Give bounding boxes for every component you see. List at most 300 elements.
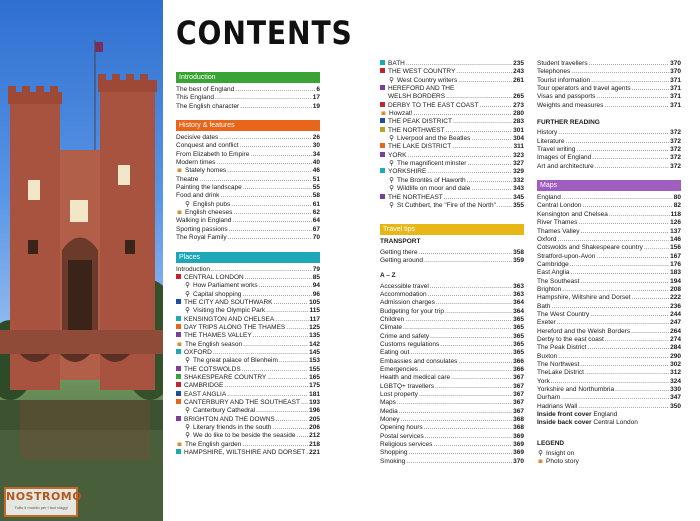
toc-entry bbox=[537, 138, 681, 146]
toc-entry-label: St Cuthbert, the "Fire of the North" bbox=[397, 201, 496, 209]
toc-entry bbox=[176, 266, 320, 274]
toc-entry-label: Bath bbox=[537, 302, 551, 310]
leader-dots bbox=[406, 458, 512, 466]
toc-entry-label: Canterbury Cathedral bbox=[193, 407, 256, 415]
leader-dots bbox=[592, 154, 669, 162]
toc-entry bbox=[380, 391, 524, 399]
toc-entry-page: 370 bbox=[513, 457, 524, 465]
publisher-logo bbox=[4, 487, 83, 517]
leader-dots bbox=[306, 449, 308, 457]
toc-entry bbox=[380, 308, 524, 316]
leader-dots bbox=[286, 324, 308, 332]
toc-entry-label: West Country writers bbox=[397, 76, 458, 84]
toc-entry-label: Introduction bbox=[176, 265, 210, 273]
toc-entry bbox=[176, 167, 320, 175]
leader-dots bbox=[242, 366, 308, 374]
toc-entry-page: 146 bbox=[670, 235, 681, 243]
toc-entry-label: CENTRAL LONDON bbox=[184, 273, 244, 281]
leader-dots bbox=[588, 344, 670, 352]
toc-entry-page: 196 bbox=[309, 407, 320, 415]
toc-entry-label: Decisive dates bbox=[176, 134, 219, 142]
toc-entry bbox=[537, 244, 681, 252]
legend-photo-label: Photo story bbox=[546, 458, 579, 466]
toc-entry bbox=[176, 407, 320, 415]
toc-entry-label: SHAKESPEARE COUNTRY bbox=[184, 373, 267, 381]
toc-entry-label: Religious services bbox=[380, 441, 433, 449]
toc-entry-label: LGBTQ+ travellers bbox=[380, 382, 435, 390]
toc-entry-page: 222 bbox=[670, 294, 681, 302]
toc-entry bbox=[176, 234, 320, 242]
toc-entry bbox=[176, 201, 320, 209]
toc-entry-page: 368 bbox=[513, 416, 524, 424]
toc-entry-label: Visas and passports bbox=[537, 93, 596, 101]
toc-entry-label: HEREFORD AND THE bbox=[388, 85, 455, 93]
toc-entry-label: Food and drink bbox=[176, 192, 220, 200]
leader-dots bbox=[267, 374, 308, 382]
leader-dots bbox=[479, 102, 512, 110]
toc-entry-label: Getting around bbox=[380, 256, 424, 264]
toc-entry-page: 221 bbox=[309, 449, 320, 457]
toc-entry-page: 96 bbox=[312, 290, 320, 298]
toc-entry bbox=[537, 93, 681, 101]
toc-entry bbox=[537, 336, 681, 344]
leader-dots bbox=[551, 378, 669, 386]
toc-entry-label: Conquest and conflict bbox=[176, 142, 239, 150]
toc-entry-page: 236 bbox=[670, 302, 681, 310]
toc-entry-page: 30 bbox=[312, 142, 320, 150]
toc-entry-page: 206 bbox=[309, 424, 320, 432]
leader-dots bbox=[467, 177, 512, 185]
contents-column-1 bbox=[176, 72, 320, 466]
leader-dots bbox=[453, 118, 512, 126]
leader-dots bbox=[405, 316, 512, 324]
toc-entry-page: 302 bbox=[670, 361, 681, 368]
toc-entry bbox=[176, 366, 320, 374]
toc-entry-label: Stately homes bbox=[185, 167, 227, 175]
toc-entry bbox=[537, 286, 681, 294]
toc-entry bbox=[176, 103, 320, 111]
magnifier-icon: ⚲ bbox=[389, 135, 394, 143]
toc-entry-page: 274 bbox=[670, 335, 681, 343]
leader-dots bbox=[242, 291, 311, 299]
toc-entry bbox=[380, 168, 524, 176]
toc-entry bbox=[537, 278, 681, 286]
toc-entry bbox=[176, 151, 320, 159]
region-color-marker bbox=[176, 274, 181, 279]
toc-entry-label: Embassies and consulates bbox=[380, 357, 458, 365]
leader-dots bbox=[233, 209, 311, 217]
toc-entry bbox=[380, 316, 524, 324]
leader-dots bbox=[565, 138, 669, 146]
toc-entry-label: Buxton bbox=[537, 352, 558, 360]
toc-entry-label: Capital shopping bbox=[193, 290, 242, 298]
leader-dots bbox=[632, 294, 670, 302]
toc-entry-page: 365 bbox=[513, 324, 524, 332]
toc-entry-page: 64 bbox=[312, 217, 320, 225]
leader-dots bbox=[582, 202, 672, 210]
toc-entry-page: 371 bbox=[670, 76, 681, 84]
toc-entry bbox=[380, 85, 524, 93]
toc-entry-label: The Peak District bbox=[537, 344, 587, 352]
toc-entry bbox=[176, 341, 320, 349]
region-color-marker bbox=[176, 416, 181, 421]
toc-entry-page: 372 bbox=[670, 146, 681, 154]
toc-entry-label: CAMBRIDGE bbox=[184, 382, 224, 390]
toc-entry bbox=[537, 403, 681, 411]
toc-entry-page: 46 bbox=[312, 167, 320, 175]
toc-entry bbox=[380, 433, 524, 441]
region-color-marker bbox=[380, 60, 385, 65]
toc-entry bbox=[380, 93, 524, 101]
toc-entry bbox=[380, 135, 524, 143]
toc-entry-page: 58 bbox=[312, 192, 320, 200]
toc-entry-page: 79 bbox=[312, 265, 320, 273]
toc-entry bbox=[380, 366, 524, 374]
toc-entry bbox=[176, 159, 320, 167]
toc-entry-label: Shopping bbox=[380, 449, 408, 457]
toc-entry-page: 366 bbox=[513, 366, 524, 373]
leader-dots bbox=[576, 146, 669, 154]
toc-entry-label: Cotswolds and Shakespeare country bbox=[537, 244, 643, 252]
toc-entry bbox=[380, 358, 524, 366]
leader-dots bbox=[570, 261, 669, 269]
toc-entry-label: The Brontës of Haworth bbox=[397, 176, 466, 184]
toc-entry-page: 94 bbox=[312, 282, 320, 290]
toc-entry-page: 330 bbox=[670, 386, 681, 394]
toc-entry-label: York bbox=[537, 377, 550, 385]
leader-dots bbox=[215, 94, 312, 102]
toc-entry-page: 183 bbox=[670, 269, 681, 277]
toc-entry bbox=[380, 202, 524, 210]
leader-dots bbox=[259, 282, 312, 290]
toc-entry-page: 343 bbox=[513, 185, 524, 193]
leader-dots bbox=[213, 349, 308, 357]
toc-entry-page: 62 bbox=[312, 209, 320, 217]
leader-dots bbox=[227, 391, 308, 399]
toc-entry-page: 370 bbox=[670, 68, 681, 76]
toc-entry-label: The Southeast bbox=[537, 277, 580, 285]
leader-dots bbox=[580, 278, 669, 286]
inside-front-value: England bbox=[593, 411, 618, 419]
toc-entry-label: The English season bbox=[185, 340, 243, 348]
toc-entry-page: 265 bbox=[513, 93, 524, 101]
magnifier-icon: ⚲ bbox=[389, 160, 394, 168]
toc-entry bbox=[380, 60, 524, 68]
leader-dots bbox=[452, 143, 512, 151]
toc-entry bbox=[176, 176, 320, 184]
toc-entry bbox=[537, 361, 681, 369]
toc-entry-label: THE LAKE DISTRICT bbox=[388, 143, 452, 151]
toc-entry-page: 137 bbox=[670, 227, 681, 235]
leader-dots bbox=[406, 60, 512, 68]
magnifier-icon: ⚲ bbox=[538, 450, 543, 458]
leader-dots bbox=[273, 299, 308, 307]
leader-dots bbox=[425, 433, 512, 441]
legend-insight-label: Insight on bbox=[546, 450, 575, 458]
toc-entry-page: 290 bbox=[670, 352, 681, 360]
toc-entry-page: 243 bbox=[513, 68, 524, 76]
leader-dots bbox=[615, 386, 669, 394]
toc-entry-page: 368 bbox=[513, 424, 524, 432]
toc-entry bbox=[537, 369, 681, 377]
leader-dots bbox=[558, 129, 669, 137]
toc-entry bbox=[537, 253, 681, 261]
toc-entry bbox=[380, 424, 524, 432]
leader-dots bbox=[235, 86, 315, 94]
region-color-marker bbox=[176, 299, 181, 304]
toc-entry-page: 261 bbox=[513, 76, 524, 84]
leader-dots bbox=[250, 151, 311, 159]
toc-entry-page: 280 bbox=[513, 110, 524, 118]
toc-entry-page: 115 bbox=[309, 307, 320, 315]
toc-entry-page: 369 bbox=[513, 432, 524, 440]
places-section bbox=[176, 252, 320, 458]
camera-icon: ◙ bbox=[177, 440, 182, 448]
leader-dots bbox=[551, 303, 669, 311]
toc-entry-label: Getting there bbox=[380, 248, 418, 256]
toc-entry bbox=[380, 291, 524, 299]
camera-icon: ◙ bbox=[177, 340, 182, 348]
toc-entry bbox=[380, 383, 524, 391]
toc-entry-label: OXFORD bbox=[184, 348, 212, 356]
leader-dots bbox=[632, 85, 670, 93]
leader-dots bbox=[407, 152, 512, 160]
toc-entry-label: Postal services bbox=[380, 432, 424, 440]
region-color-marker bbox=[380, 85, 385, 90]
magnifier-icon: ⚲ bbox=[185, 432, 190, 440]
toc-entry-page: 82 bbox=[673, 202, 681, 210]
region-color-marker bbox=[176, 349, 181, 354]
region-color-marker bbox=[176, 324, 181, 329]
leader-dots bbox=[220, 192, 311, 200]
toc-entry-page: 165 bbox=[309, 373, 320, 381]
toc-entry bbox=[380, 118, 524, 126]
toc-entry-label: CANTERBURY AND THE SOUTHEAST bbox=[184, 399, 300, 406]
toc-entry-page: 371 bbox=[670, 85, 681, 93]
az-continued bbox=[537, 60, 681, 110]
toc-entry-label: Opening hours bbox=[380, 424, 423, 432]
leader-dots bbox=[440, 341, 512, 349]
leader-dots bbox=[562, 194, 673, 202]
toc-entry-page: 67 bbox=[312, 225, 320, 233]
toc-entry-label: England bbox=[537, 194, 561, 202]
toc-entry-page: 363 bbox=[513, 282, 524, 290]
magnifier-icon: ⚲ bbox=[185, 290, 190, 298]
leader-dots bbox=[245, 274, 312, 282]
leader-dots bbox=[272, 424, 308, 432]
maps-heading: Maps bbox=[537, 180, 681, 191]
toc-entry-page: 323 bbox=[513, 151, 524, 159]
magnifier-icon: ⚲ bbox=[389, 201, 394, 209]
leader-dots bbox=[256, 407, 308, 415]
toc-entry bbox=[537, 328, 681, 336]
toc-entry bbox=[380, 283, 524, 291]
toc-entry-page: 284 bbox=[670, 344, 681, 352]
toc-entry-label: Student travellers bbox=[537, 60, 588, 67]
toc-entry-label: Painting the landscape bbox=[176, 184, 242, 192]
inside-front-label: Inside front cover bbox=[537, 411, 592, 419]
toc-entry-page: 264 bbox=[670, 327, 681, 335]
toc-entry-label: The English character bbox=[176, 102, 240, 110]
leader-dots bbox=[276, 416, 308, 424]
toc-entry bbox=[176, 324, 320, 332]
leader-dots bbox=[591, 77, 669, 85]
toc-entry bbox=[176, 382, 320, 390]
toc-entry-page: 80 bbox=[673, 194, 681, 202]
toc-entry-page: 367 bbox=[513, 382, 524, 390]
toc-entry-label: Liverpool and the Beatles bbox=[397, 135, 471, 143]
toc-entry-label: Children bbox=[380, 315, 405, 323]
toc-entry bbox=[537, 319, 681, 327]
toc-entry bbox=[176, 226, 320, 234]
toc-entry-label: Images of England bbox=[537, 154, 592, 162]
transport-heading: TRANSPORT bbox=[380, 238, 421, 246]
travel-tips-heading: Travel tips bbox=[380, 224, 524, 235]
leader-dots bbox=[297, 432, 309, 440]
toc-entry-page: 347 bbox=[670, 394, 681, 402]
toc-entry bbox=[380, 77, 524, 85]
leader-dots bbox=[419, 391, 512, 399]
region-color-marker bbox=[176, 332, 181, 337]
toc-entry-label: Telephones bbox=[537, 68, 571, 76]
inside-front-cover bbox=[537, 411, 681, 419]
toc-entry-page: 364 bbox=[513, 299, 524, 307]
toc-entry bbox=[537, 378, 681, 386]
region-color-marker bbox=[380, 194, 385, 199]
toc-entry-label: WELSH BORDERS bbox=[388, 93, 446, 101]
toc-entry bbox=[380, 458, 524, 466]
introduction-heading: Introduction bbox=[176, 72, 320, 83]
magnifier-icon: ⚲ bbox=[185, 200, 190, 208]
toc-entry-label: Customs regulations bbox=[380, 340, 440, 348]
toc-entry-page: 212 bbox=[309, 432, 320, 440]
leader-dots bbox=[557, 319, 669, 327]
leader-dots bbox=[561, 394, 669, 402]
history-list bbox=[176, 134, 320, 242]
leader-dots bbox=[581, 228, 670, 236]
toc-entry-label: Modern times bbox=[176, 159, 216, 167]
leader-dots bbox=[301, 399, 308, 407]
toc-entry-label: Tour operators and travel agents bbox=[537, 85, 631, 93]
leader-dots bbox=[596, 253, 669, 261]
toc-entry bbox=[176, 399, 320, 407]
toc-entry bbox=[176, 441, 320, 449]
toc-entry-page: 363 bbox=[513, 290, 524, 298]
toc-entry-label: Theatre bbox=[176, 175, 199, 183]
toc-entry-page: 34 bbox=[312, 150, 320, 158]
toc-entry bbox=[380, 102, 524, 110]
toc-entry-label: Thames Valley bbox=[537, 227, 580, 235]
toc-entry-page: 345 bbox=[513, 193, 524, 201]
toc-entry-page: 194 bbox=[670, 277, 681, 285]
toc-entry bbox=[176, 274, 320, 282]
toc-entry-label: Hadrians Wall bbox=[537, 402, 578, 410]
toc-entry-label: Health and medical care bbox=[380, 374, 451, 382]
toc-entry bbox=[380, 441, 524, 449]
toc-entry bbox=[176, 94, 320, 102]
history-section bbox=[176, 120, 320, 242]
toc-entry-page: 175 bbox=[309, 382, 320, 390]
toc-entry bbox=[380, 349, 524, 357]
toc-entry-label: English cheeses bbox=[185, 209, 233, 217]
toc-entry-page: 117 bbox=[309, 315, 320, 323]
toc-entry bbox=[537, 386, 681, 394]
toc-entry-label: Accessible travel bbox=[380, 282, 429, 290]
region-color-marker bbox=[176, 449, 181, 454]
toc-entry-label: The great palace of Blenheim bbox=[193, 357, 278, 365]
magnifier-icon: ⚲ bbox=[389, 76, 394, 84]
toc-entry-label: English pubs bbox=[193, 200, 231, 208]
toc-entry-label: The West Country bbox=[537, 310, 590, 318]
travel-tips-section bbox=[380, 224, 524, 466]
leader-dots bbox=[585, 369, 669, 377]
leader-dots bbox=[590, 311, 669, 319]
leader-dots bbox=[430, 333, 512, 341]
region-color-marker bbox=[380, 102, 385, 107]
toc-entry-page: 371 bbox=[670, 101, 681, 109]
toc-entry-label: Visiting the Olympic Park bbox=[193, 307, 266, 315]
toc-entry bbox=[176, 184, 320, 192]
toc-entry bbox=[380, 194, 524, 202]
toc-entry bbox=[176, 374, 320, 382]
toc-entry-page: 327 bbox=[513, 160, 524, 168]
toc-entry-label: YORK bbox=[388, 151, 407, 159]
toc-entry-label: Yorkshire and Northumbria bbox=[537, 386, 615, 394]
leader-dots bbox=[430, 283, 512, 291]
toc-entry-page: 332 bbox=[513, 176, 524, 184]
toc-entry-page: 372 bbox=[670, 129, 681, 137]
toc-entry bbox=[176, 391, 320, 399]
leader-dots bbox=[266, 307, 308, 315]
toc-entry bbox=[176, 449, 320, 457]
leader-dots bbox=[433, 441, 512, 449]
introduction-list bbox=[176, 86, 320, 111]
leader-dots bbox=[456, 68, 512, 76]
leader-dots bbox=[410, 349, 512, 357]
toc-entry-page: 145 bbox=[309, 348, 320, 356]
region-color-marker bbox=[380, 68, 385, 73]
magnifier-icon: ⚲ bbox=[185, 282, 190, 290]
toc-entry bbox=[380, 408, 524, 416]
toc-entry-page: 135 bbox=[309, 332, 320, 340]
toc-entry bbox=[176, 217, 320, 225]
toc-entry bbox=[537, 60, 681, 68]
toc-entry-page: 365 bbox=[513, 332, 524, 340]
toc-entry-page: 283 bbox=[513, 118, 524, 126]
toc-entry-page: 153 bbox=[309, 357, 320, 365]
magnifier-icon: ⚲ bbox=[185, 307, 190, 315]
toc-entry-label: Lost property bbox=[380, 391, 418, 399]
toc-entry-page: 311 bbox=[513, 143, 524, 151]
toc-entry-page: 105 bbox=[309, 298, 320, 306]
toc-entry-page: 364 bbox=[513, 307, 524, 315]
maps-section bbox=[537, 180, 681, 428]
camera-icon: ◙ bbox=[177, 209, 182, 217]
toc-entry-label: Climate bbox=[380, 324, 403, 332]
toc-entry-page: 155 bbox=[309, 365, 320, 373]
toc-entry-label: The best of England bbox=[176, 86, 235, 93]
toc-entry bbox=[537, 219, 681, 227]
history-heading: History & features bbox=[176, 120, 320, 131]
places-continued bbox=[380, 60, 524, 210]
toc-entry-label: EAST ANGLIA bbox=[184, 390, 227, 398]
leader-dots bbox=[446, 93, 512, 101]
toc-entry-page: 371 bbox=[670, 93, 681, 101]
camera-icon: ◙ bbox=[177, 167, 182, 175]
leader-dots bbox=[609, 211, 670, 219]
places-heading: Places bbox=[176, 252, 320, 263]
camera-icon: ◙ bbox=[538, 458, 543, 466]
